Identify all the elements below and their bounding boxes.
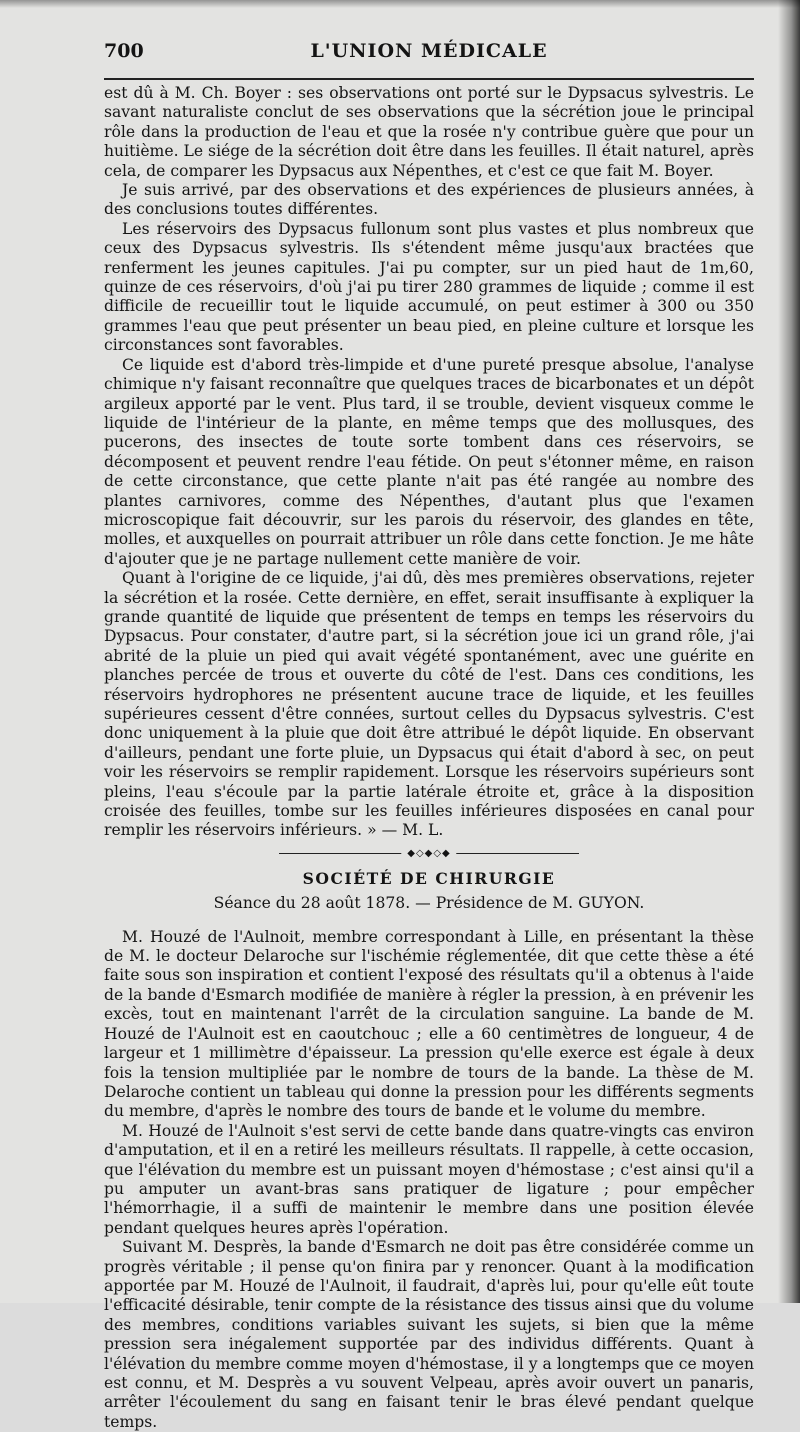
- paragraph: M. Houzé de l'Aulnoit, membre correspondant à Lille, en présentant la thèse de M. le docteur Delaroche sur l'ischémie réglementée, dit que cette thèse a été faite sous son inspiration et contient l'exposé des résultats qu'il a obtenus à l'aide de la bande d'Esmarch modifiée de manière à régler la pression, à en prévenir les excès, tout en maintenant l'arrêt de la circulation sanguine. La bande de M. Houzé de l'Aulnoit est en caoutchouc ; elle a 60 centimètres de longueur, 4 de largeur et 1 millimètre d'épaisseur. La pression qu'elle exerce est égale à deux fois la tension multipliée par le nombre de tours de la bande. La thèse de M. Delaroche contient un tableau qui donne la pression pour les différents segments du membre, d'après le nombre des tours de bande et le volume du membre.: [104, 927, 754, 1121]
- paragraph: Quant à l'origine de ce liquide, j'ai dû, dès mes premières observations, rejeter la sécrétion et la rosée. Cette dernière, en effet, serait insuffisante à expliquer la grande quantité de liquide que présentent de temps en temps les réservoirs du Dypsacus. Pour constater, d'autre part, si la sécrétion joue ici un grand rôle, j'ai abrité de la pluie un pied qui avait végété spontanément, avec une guérite en planches percée de trous et ouverte du côté de l'est. Dans ces conditions, les réservoirs hydrophores ne présentent aucune trace de liquide, et les feuilles supérieures cessent d'être connées, surtout celles du Dypsacus sylvestris. C'est donc uniquement à la pluie que doit être attribué le dépôt liquide. En observant d'ailleurs, pendant une forte pluie, un Dypsacus qui était d'abord à sec, on peut voir les réservoirs se remplir rapidement. Lorsque les réservoirs supérieurs sont pleins, l'eau s'écoule par la partie latérale étroite et, grâce à la disposition croisée des feuilles, tombe sur les feuilles inférieures disposées en canal pour remplir les réservoirs inférieurs. » — M. L.: [104, 569, 754, 840]
- paragraph: Ce liquide est d'abord très-limpide et d'une pureté presque absolue, l'analyse chimique n'y faisant reconnaître que quelques traces de bicarbonates et un dépôt argileux apporté par le vent. Plus tard, il se trouble, devient visqueux comme le liquide de l'intérieur de la plante, en même temps que des mollusques, des pucerons, des insectes de toute sorte tombent dans ces réservoirs, se décomposent et peuvent rendre l'eau fétide. On peut s'étonner même, en raison de cette circonstance, que cette plante n'ait pas été rangée au nombre des plantes carnivores, comme des Népenthes, d'autant plus que l'examen microscopique fait découvrir, sur les parois du réservoir, des glandes en tête, molles, et auxquelles on pourrait attribuer un rôle dans cette fonction. Je me hâte d'ajouter que je ne partage nullement cette manière de voir.: [104, 355, 754, 568]
- session-line: Séance du 28 août 1878. — Présidence de M. GUYON.: [213, 894, 645, 913]
- header-rule: [104, 78, 754, 80]
- paragraph: est dû à M. Ch. Boyer : ses observations ont porté sur le Dypsacus sylvestris. Le savant naturaliste conclut de ses observations que la sécrétion joue le principal rôle dans la production de l'eau et que la rosée n'y contribue guère que pour un huitième. Le siége de la sécrétion doit être dans les feuilles. Il était naturel, après cela, de comparer les Dypsacus aux Népenthes, et c'est ce que fait M. Boyer.: [104, 84, 754, 180]
- section-title: SOCIÉTÉ DE CHIRURGIE: [302, 868, 556, 888]
- page-number: 700: [104, 40, 144, 62]
- section-divider: [279, 849, 579, 859]
- page-shadow-right: [778, 0, 800, 1303]
- paragraph: Les réservoirs des Dypsacus fullonum sont plus vastes et plus nombreux que ceux des Dypsacus sylvestris. Ils s'étendent même jusqu'aux bractées que renferment les jeunes capitules. J'ai pu compter, sur un pied haut de 1m,60, quinze de ces réservoirs, d'où j'ai pu tirer 280 grammes de liquide ; comme il est difficile de recueillir tout le liquide accumulé, on peut estimer à 300 ou 350 grammes l'eau que peut présenter un beau pied, en pleine culture et lorsque les circonstances sont favorables.: [104, 219, 754, 355]
- divider-ornament-icon: ◆◇◆◇◆: [401, 849, 456, 859]
- page-shadow-top: [0, 0, 800, 8]
- page-body: [104, 84, 754, 1432]
- paragraph: Suivant M. Desprès, la bande d'Esmarch ne doit pas être considérée comme un progrès véritable ; il pense qu'on finira par y renoncer. Quant à la modification apportée par M. Houzé de l'Aulnoit, il faudrait, d'après lui, pour qu'elle eût toute l'efficacité désirable, tenir compte de la résistance des tissus ainsi que du volume des membres, conditions variables suivant les sujets, si bien que la même pression sera inégalement supportée par des individus différents. Quant à l'élévation du membre comme moyen d'hémostase, il y a longtemps que ce moyen est connu, et M. Desprès a vu souvent Velpeau, après avoir ouvert un panaris, arrêter l'écoulement du sang en faisant tenir le bras élevé pendant quelque temps.: [104, 1238, 754, 1431]
- running-title: L'UNION MÉDICALE: [310, 40, 548, 62]
- paragraph: Je suis arrivé, par des observations et des expériences de plusieurs années, à des conclusions toutes différentes.: [104, 181, 754, 219]
- page-header: [104, 40, 754, 68]
- paragraph: M. Houzé de l'Aulnoit s'est servi de cette bande dans quatre-vingts cas environ d'amputation, et il en a retiré les meilleurs résultats. Il rappelle, à cette occasion, que l'élévation du membre est un puissant moyen d'hémostase ; c'est ainsi qu'il a pu amputer un avant-bras sans pratiquer de ligature ; pour empêcher l'hémorrhagie, il a suffi de maintenir le membre dans une position élevée pendant quelques heures après l'opération.: [104, 1121, 754, 1237]
